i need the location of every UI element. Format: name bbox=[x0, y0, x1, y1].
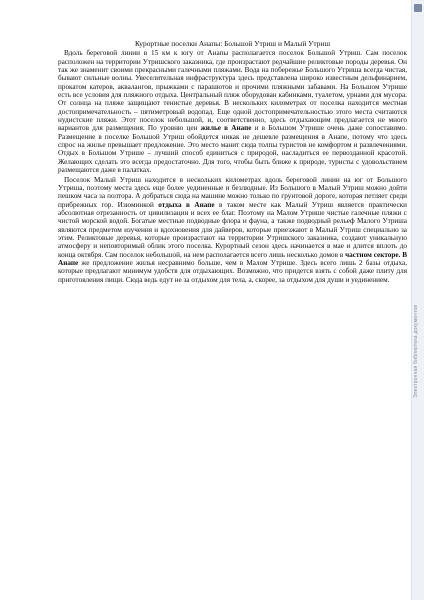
document-title: Курортные поселки Анапы: Большой Утриш и Малый Утриш bbox=[134, 40, 331, 48]
paragraph-bolshoy-utrish bbox=[58, 49, 407, 174]
bold-phrase-chastnyy-sektor: частном секторе. В Анапе bbox=[58, 250, 407, 267]
bold-phrase-zhilye-v-anape: жилье в Анапе bbox=[200, 124, 252, 133]
paragraph-text: Вдоль береговой линии в 15 км к югу от Анапы располагается поселок Большой Утриш. Сам поселок расположен на территории Утришского заказника, где произрастают редчайшие реликтовые породы деревья. Он так же знаменит своими прекрасными галечными пляжами. Вода на побережье Большого Утриша всегда чистая, бывают сильные волны. Увеселительная инфраструктура здесь представлена широко известным дельфинарием, прокатом катеров, аквалангов, прыжками с парашютов и прочими пляжными забавами. На Большом Утрише есть все условия для пляжного отдыха. Центральный пляж оборудован кабинками, туалетом, урнами для мусора. От солнца на пляже защищают тенистые деревья. В нескольких километрах от поселка находится местная достопримечательность – пятиметровый водопад. Еще одной достопримечательностью этого места считаются нудистские пляжи. Этот поселок небольшой, и, соответственно, здесь отдыхающим предлагается не много вариантов для размещения. По уровню цен bbox=[58, 49, 407, 133]
paragraph-maly-utrish bbox=[58, 176, 407, 284]
document-page bbox=[58, 40, 407, 560]
paragraph-text: в таком месте как Малый Утриш является практически абсолютная отрезанность от цивилизации и всех ее благ. Поэтому на Малом Утрише чистые галечные пляжи с чистой морской водой. Богатые местные подводные флора и фауна, а также подводный рельеф Малого Утриша являются предметом изучения и вдохновения для дайверов, которые приезжают в Малый Утриш специально за этим. Реликтовые деревья, которые произрастают на территории Утришского заказника, создают уникальную атмосферу и неповторимый облик этого поселка. Курортный сезон здесь начинается в мае и длится вплоть до конца октября. Сам поселок небольшой, на нем располагается всего лишь несколько домов в bbox=[58, 200, 407, 259]
paragraph-text: и в Большом Утрише очень даже сопоставимо. Размещение в поселке Большой Утриш обойдется никак не дешевле размещения в Анапе, потому что здесь спрос на жилье превышает предложение. Это место манит сюда толпы туристов не комфортом и развлечениями. Отдых в Большом Утрише – лучший способ единиться с природой, насладиться ее первозданной красотой. Желающих сделать это всегда предостаточно. Для того, чтобы быть ближе к природе, туристы с удовольствием размещаются даже в палатках. bbox=[58, 124, 407, 175]
side-strip-vertical-text: Электронная библиотека документов bbox=[413, 304, 419, 398]
viewer-logo-icon bbox=[414, 4, 422, 12]
paragraph-text: же предложение жилья несравнимо больше, чем в Малом Утрише. Здесь всего лишь 2 базы отдыха, которые предлагают минимум удобств для отдыхающих. Возможно, что придется взять с собой даже плиту для приготовления пищи. Сюда ведь едут не за отдыхом для тела, а, скорее, за отдыхом для души и уединением. bbox=[58, 258, 407, 284]
bold-phrase-otdykh-v-anape: отдыха в Анапе bbox=[158, 200, 215, 209]
viewer-side-strip bbox=[411, 0, 424, 600]
paragraph-text: Поселок Малый Утриш находится в нескольких километрах вдоль береговой линии на юг от Большого Утриша, поэтому места здесь еще более уединенные и безлюдные. Из Большого в Малый Утриш можно дойти пешком часа за полтора. А добраться сюда на машине можно только по грунтовой дороге, которая петляет среди прибрежных гор. Изюминкой bbox=[58, 175, 407, 209]
